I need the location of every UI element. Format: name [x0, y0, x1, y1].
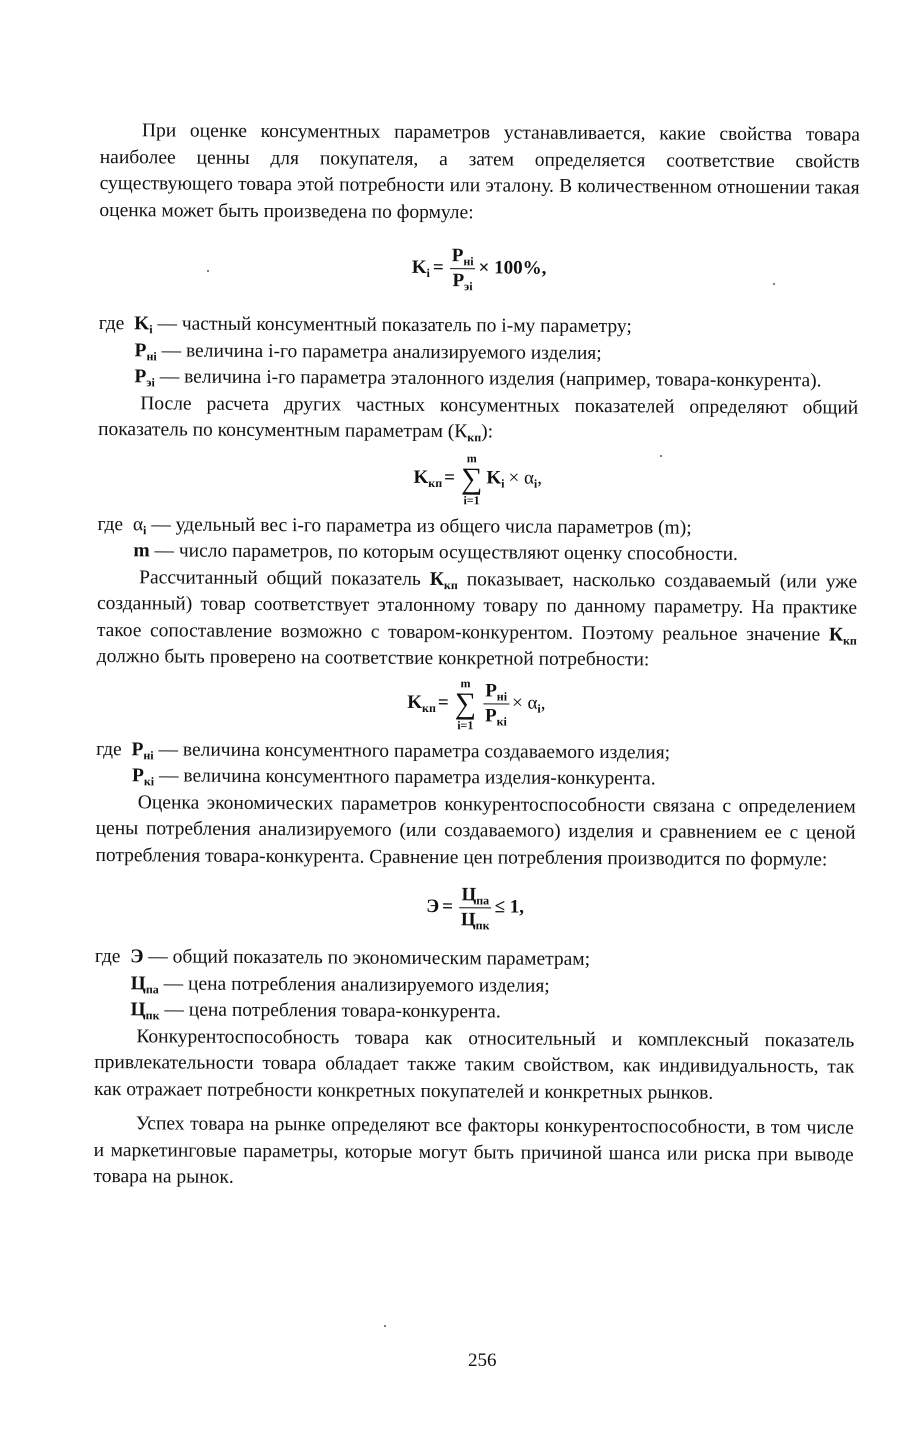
book-page	[93, 118, 860, 1195]
scan-speck	[207, 270, 209, 272]
page-number: 256	[468, 1350, 497, 1371]
definition-row: где $\alpha_i$ — удельный вес i-го параметра из общего числа параметров (m);	[97, 513, 692, 539]
definition-row: где Э — общий показатель по экономическим параметрам;	[94, 945, 591, 971]
definition-row: $Ц_{пк}$ — цена потребления товара-конкурента.	[130, 999, 501, 1023]
paragraph-interpretation: Рассчитанный общий показатель $К_{кп}$ показывает, насколько создаваемый (или уже созданный) товар соответствует эталонному товару по данному параметру. На практике такое сопоставление возможно с товаром-конкурентом. Поэтому реальное значение $К_{кп}$ должно быть проверено на соответствие конкретной потребности:	[96, 566, 858, 671]
formula1-lhs: $K_i$	[411, 257, 430, 281]
definitions-formula4	[94, 944, 854, 1028]
formula4-tail: ≤ 1,	[494, 896, 525, 918]
formula3-sum	[455, 677, 477, 731]
formula3-numerator: $P_{нi}$	[483, 679, 509, 704]
formula2-term: $K_i$	[486, 467, 505, 491]
formula3-denominator: $P_{кi}$	[485, 705, 507, 729]
definitions-formula1	[98, 311, 858, 395]
formula1-eq: =	[432, 257, 444, 279]
formula-partial-index	[99, 242, 859, 296]
formula2-upper-limit: m	[466, 450, 477, 465]
scan-speck	[660, 455, 662, 457]
formula2-eq: =	[444, 467, 456, 489]
formula-aggregate-index	[98, 449, 858, 508]
formula2-sum	[461, 452, 483, 506]
formula3-tail: × $\alpha_i$,	[511, 692, 546, 716]
definition-row: $P_{кi}$ — величина консументного параметра изделия-конкурента.	[131, 765, 656, 790]
paragraph-intro: При оценке консументных параметров устанавливается, какие свойства товара наиболее ценны для покупателя, а затем определяется соответствие свойств существующего товара этой потребности или эталону. В количественном отношении такая оценка может быть произведена по формуле:	[99, 120, 860, 223]
formula1-tail: × 100%,	[478, 257, 547, 279]
formula4-eq: =	[442, 896, 454, 918]
scan-speck	[384, 1325, 386, 1327]
paragraph-economic: Оценка экономических параметров конкурентоспособности связана с определением цены потребления анализируемого (или создаваемого) изделия и сравнением ее с ценой потребления товара-конкурента. Сравнение цен потребления производится по формуле:	[95, 791, 856, 870]
definitions-formula2	[97, 511, 857, 569]
paragraph-success: Успех товара на рынке определяют все факторы конкурентоспособности, в том числе и маркетинговые параметры, которые могут быть причиной шанса или риска при выводе товара на рынок.	[93, 1113, 854, 1188]
formula3-upper-limit: m	[460, 675, 471, 690]
definition-row: $Ц_{па}$ — цена потребления анализируемого изделия;	[130, 972, 550, 997]
definitions-formula3	[96, 736, 856, 794]
formula2-lhs: $K_{кп}$	[413, 467, 443, 491]
formula3-eq: =	[437, 692, 449, 714]
definition-row: где $P_{нi}$ — величина консументного параметра создаваемого изделия;	[96, 738, 671, 763]
formula-competitor-index	[96, 674, 856, 733]
definition-row: m — число параметров, по которым осуществляют оценку способности.	[133, 540, 738, 565]
formula1-denominator: $P_{эi}$	[452, 270, 473, 294]
definition-row: $P_{нi}$ — величина i-го параметра анализируемого изделия;	[134, 339, 602, 364]
formula1-fraction	[450, 244, 476, 293]
paragraph-competitiveness: Конкурентоспособность товара как относительный и комплексный показатель привлекательности товара обладает также таким свойством, как индивидуальность, так как отражает потребности конкретных покупателей и конкретных рынков.	[94, 1025, 855, 1104]
sigma-icon: ∑	[460, 461, 483, 495]
definition-row: где $K_i$ — частный консументный показатель по i-му параметру;	[98, 312, 632, 338]
formula3-lhs: $K_{кп}$	[407, 692, 436, 716]
formula3-fraction	[483, 679, 509, 728]
scan-speck	[773, 283, 775, 285]
paragraph-aggregate: После расчета других частных консументных показателей определяют общий показатель по консументным параметрам $(К_{кп})$:	[98, 392, 859, 445]
formula3-lower-limit: i=1	[457, 717, 474, 732]
formula4-lhs: Э	[426, 896, 440, 918]
formula4-denominator: $Ц_{пк}$	[460, 909, 490, 933]
formula1-numerator: $P_{нi}$	[450, 244, 476, 269]
formula2-lower-limit: i=1	[463, 492, 480, 507]
formula2-tail: × $\alpha_i$,	[508, 467, 543, 491]
formula4-numerator: $Ц_{па}$	[459, 883, 491, 908]
formula-economic-index	[95, 881, 855, 935]
sigma-icon: ∑	[454, 686, 477, 720]
definition-row: $P_{эi}$ — величина i-го параметра эталонного изделия (например, товара-конкурента).	[134, 366, 822, 392]
formula4-fraction	[459, 883, 492, 932]
